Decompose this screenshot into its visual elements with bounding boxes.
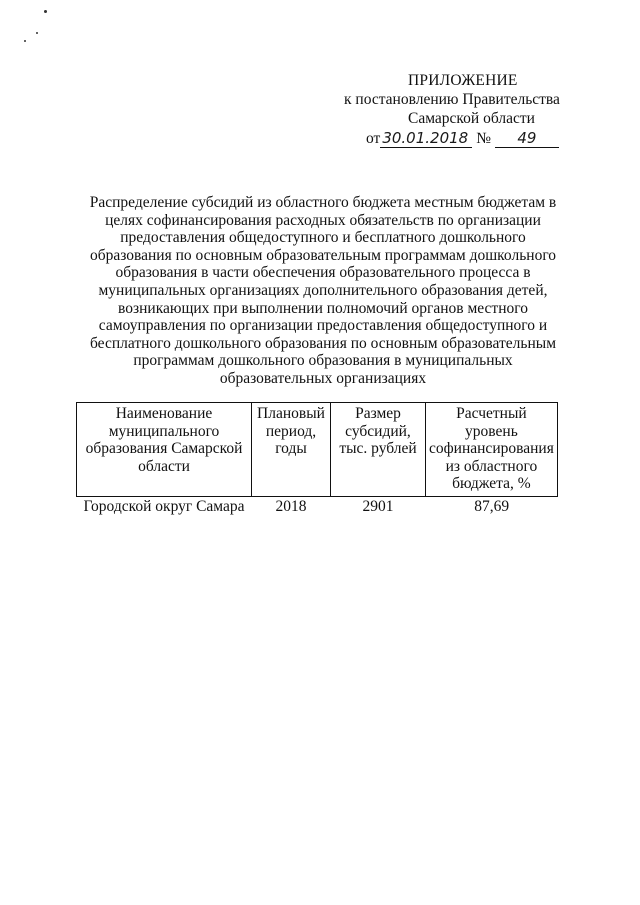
annex-title: ПРИЛОЖЕНИЕ	[408, 72, 518, 89]
scan-speck	[24, 40, 26, 42]
annex-date-number-line	[366, 129, 559, 148]
cell-cofinancing-level: 87,69	[474, 497, 510, 515]
number-prefix: №	[476, 130, 491, 147]
scan-speck	[44, 10, 47, 13]
table-header-row	[77, 403, 558, 497]
handwritten-date: 30.01.2018	[380, 129, 472, 148]
cell-municipality: Городской округ Самара	[83, 497, 245, 515]
table-row	[77, 496, 558, 516]
subsidy-table	[76, 402, 558, 517]
cell-subsidy-amount: 2901	[362, 497, 394, 515]
cell-period: 2018	[275, 497, 307, 515]
document-heading: Распределение субсидий из областного бюджета местным бюджетам в целях софинансирования расходных обязательств по организации предоставления общедоступного и бесплатного дошкольного образования по основным образовательным программам дошкольного образования в части обеспечения образовательного процесса в муниципальных организациях дополнительного образования детей, возникающих при выполнении полномочий органов местного самоуправления по организации предоставления общедоступного и бесплатного дошкольного образования по основным образовательным программам дошкольного образования в муниципальных образовательных организациях	[89, 194, 557, 387]
date-prefix: от	[366, 130, 381, 147]
header-cofinancing-level: Расчетный уровень софинансирования из областного бюджета, %	[426, 403, 558, 497]
scan-speck	[36, 32, 38, 34]
header-subsidy-amount: Размер субсидий, тыс. рублей	[331, 403, 426, 497]
handwritten-number: 49	[495, 129, 559, 148]
annex-resolution-line: к постановлению Правительства	[344, 91, 560, 108]
header-period: Плановый период, годы	[252, 403, 331, 497]
annex-region-line: Самарской области	[408, 110, 535, 127]
header-municipality: Наименование муниципального образования Самарской области	[77, 403, 252, 497]
subsidy-table-wrapper	[76, 402, 558, 517]
